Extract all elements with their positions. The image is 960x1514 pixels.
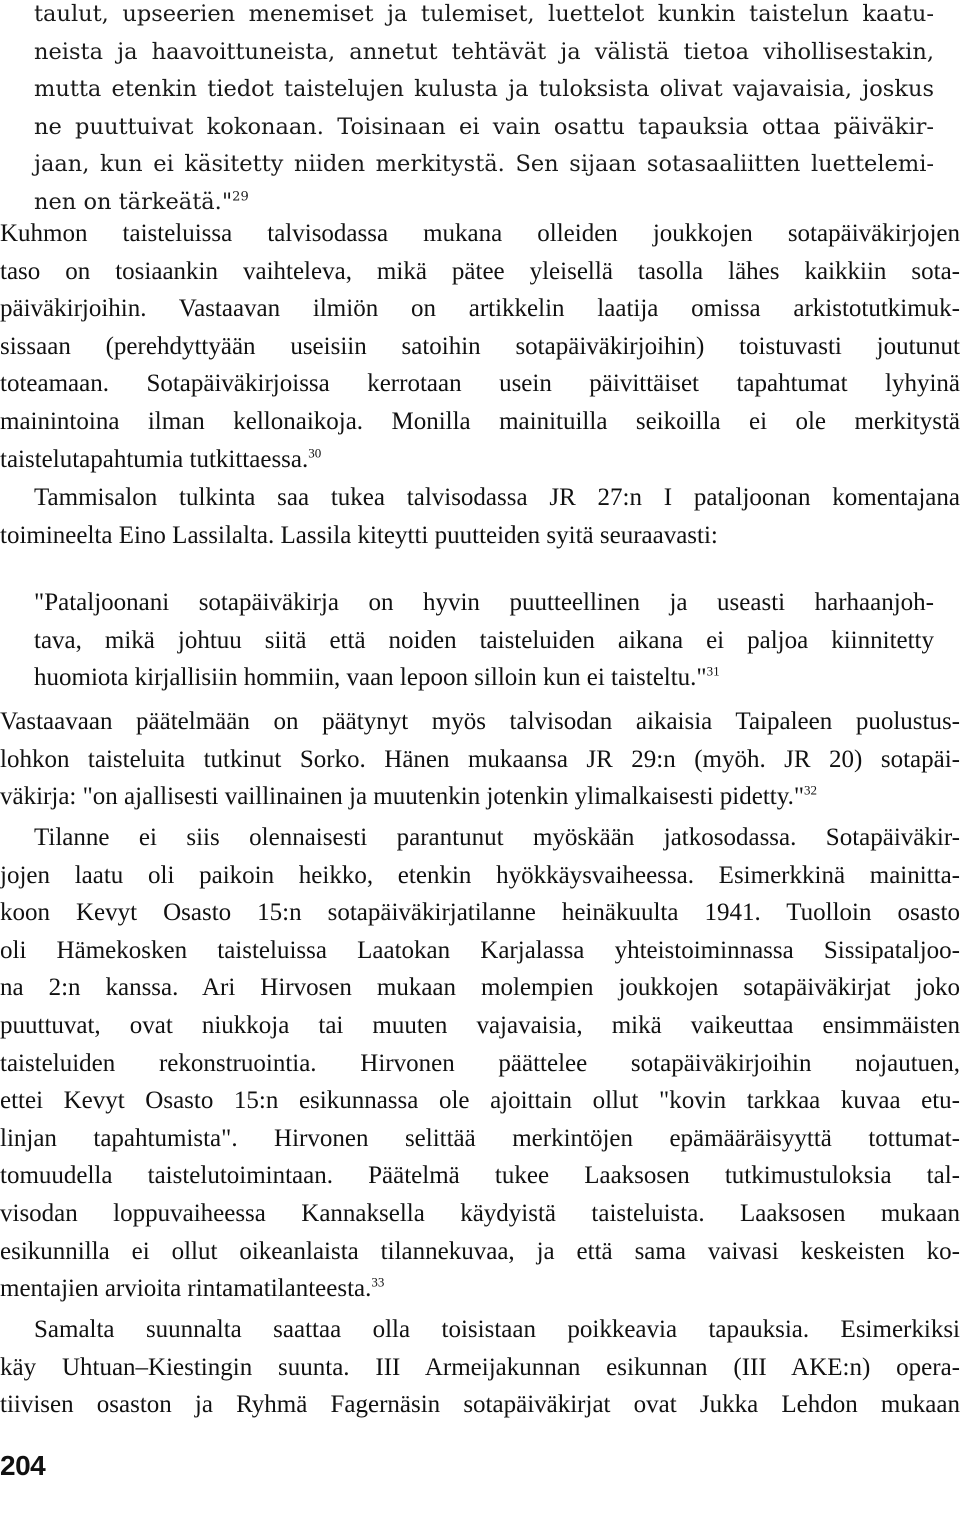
text-line: taso on tosiaankin vaihteleva, mikä pätee yleisellä tasolla lähes kaikkiin sota- (0, 257, 960, 285)
page-number: 204 (0, 1450, 46, 1481)
text-line: linjan tapahtumista". Hirvonen selittää merkintöjen epämääräisyyttä tottumat- (0, 1124, 960, 1152)
footnote-marker: 30 (308, 445, 322, 461)
text-line: mentajien arvioita rintamatilanteesta.$^{33}$ (0, 1274, 385, 1303)
text-line: Kuhmon taisteluissa talvisodassa mukana olleiden joukkojen sotapäiväkirjojen (0, 220, 960, 247)
footnote-marker: 31 (706, 663, 720, 679)
text-line: Tilanne ei siis olennaisesti parantunut myöskään jatkosodassa. Sotapäiväkir- (34, 824, 960, 851)
body-paragraph (0, 703, 960, 816)
text-line: mainintoina ilman kellonaikoja. Monilla mainituilla seikoilla ei ole merkitystä (0, 407, 960, 435)
text-line: käy Uhtuan–Kiestingin suunta. III Armeijakunnan esikunnan (III AKE:n) opera- (0, 1353, 960, 1381)
text-line: koon Kevyt Osasto 15:n sotapäiväkirjatilanne heinäkuulta 1941. Tuolloin osasto (0, 899, 960, 927)
text-line: Tammisalon tulkinta saa tukea talvisodassa JR 27:n I pataljoonan komentajana (34, 484, 960, 511)
text-line: sissaan (perehdyttyään useisiin satoihin sotapäiväkirjoihin) toistuvasti joutunut (0, 332, 960, 360)
text-line: Vastaavaan päätelmään on päätynyt myös talvisodan aikaisia Taipaleen puolustus- (0, 708, 960, 735)
text-line: esikunnilla ei ollut oikeanlaista tilannekuvaa, ja että sama vaivasi keskeisten ko- (0, 1237, 960, 1265)
text-line: oli Hämekosken taisteluissa Laatokan Karjalassa yhteistoiminnassa Sissipataljoo- (0, 936, 960, 964)
quote-continuation (34, 0, 934, 222)
body-paragraph (0, 819, 960, 1308)
body-paragraph (0, 1311, 960, 1424)
text-line: huomiota kirjallisiin hommiin, vaan lepoon silloin kun ei taisteltu."$^{31}$ (34, 663, 720, 692)
footnote-marker: 33 (371, 1274, 385, 1290)
text-line: tomuudella taistelutoimintaan. Päätelmä tukee Laaksosen tutkimustuloksia tal- (0, 1162, 960, 1190)
text-line: jojen laatu oli paikoin heikko, etenkin hyökkäysvaiheessa. Esimerkkinä mainitta- (0, 861, 960, 889)
text-line: mutta etenkin tiedot taistelujen kulusta ja tuloksista olivat vajavaisia, joskus (34, 76, 934, 103)
text-line: visodan loppuvaiheessa Kannaksella käydyistä taisteluista. Laaksosen mukaan (0, 1199, 960, 1227)
body-paragraph (0, 479, 960, 554)
text-line: puuttuvat, ovat niukkoja tai muuten vajavaisia, mikä vaikeuttaa ensimmäisten (0, 1011, 960, 1039)
text-line: neista ja haavoittuneista, annetut tehtävät ja välistä tietoa vihollisestakin, (34, 38, 934, 65)
text-line: ettei Kevyt Osasto 15:n esikunnassa ole ajoittain ollut "kovin tarkkaa kuvaa etu- (0, 1087, 960, 1115)
text-line: toimineelta Eino Lassilalta. Lassila kiteytti puutteiden syitä seuraavasti: (0, 521, 718, 549)
text-line: päiväkirjoihin. Vastaavan ilmiön on artikkelin laatija omissa arkistotutkimuk- (0, 295, 960, 323)
footnote-marker: 32 (804, 782, 818, 798)
text-line: toteamaan. Sotapäiväkirjoissa kerrotaan usein päivittäiset tapahtumat lyhyinä (0, 370, 960, 398)
text-line: nen on tärkeätä."$^{29}$ (34, 188, 249, 215)
text-line: väkirja: "on ajallisesti vaillinainen ja muutenkin jotenkin ylimalkaisesti pidetty."$^{32}$ (0, 782, 818, 811)
text-line: ne puuttuivat kokonaan. Toisinaan ei vain osattu tapauksia ottaa päiväkir- (34, 113, 934, 140)
text-line: Samalta suunnalta saattaa olla toisistaan poikkeavia tapauksia. Esimerkiksi (34, 1316, 960, 1343)
text-line: lohkon taisteluita tutkinut Sorko. Hänen mukaansa JR 29:n (myöh. JR 20) sotapäi- (0, 745, 960, 773)
footnote-marker: 29 (232, 189, 249, 205)
text-line: taulut, upseerien menemiset ja tulemiset, luettelot kunkin taistelun kaatu- (34, 1, 934, 27)
text-line: taisteluiden rekonstruointia. Hirvonen päättelee sotapäiväkirjoihin nojautuen, (0, 1049, 960, 1077)
body-paragraph (0, 215, 960, 478)
text-line: na 2:n kanssa. Ari Hirvosen mukaan molempien joukkojen sotapäiväkirjat joko (0, 974, 960, 1002)
text-line: tiivisen osaston ja Ryhmä Fagernäsin sotapäiväkirjat ovat Jukka Lehdon mukaan (0, 1391, 960, 1419)
block-quote (34, 584, 934, 697)
text-line: jaan, kun ei käsitetty niiden merkitystä. Sen sijaan sotasaaliitten luettelemi- (34, 151, 934, 178)
text-line: tava, mikä johtuu siitä että noiden taisteluiden aikana ei paljoa kiinnitetty (34, 626, 934, 654)
text-line: taistelutapahtumia tutkittaessa.$^{30}$ (0, 445, 322, 473)
text-line: "Pataljoonani sotapäiväkirja on hyvin puutteellinen ja useasti harhaanjoh- (34, 589, 934, 616)
